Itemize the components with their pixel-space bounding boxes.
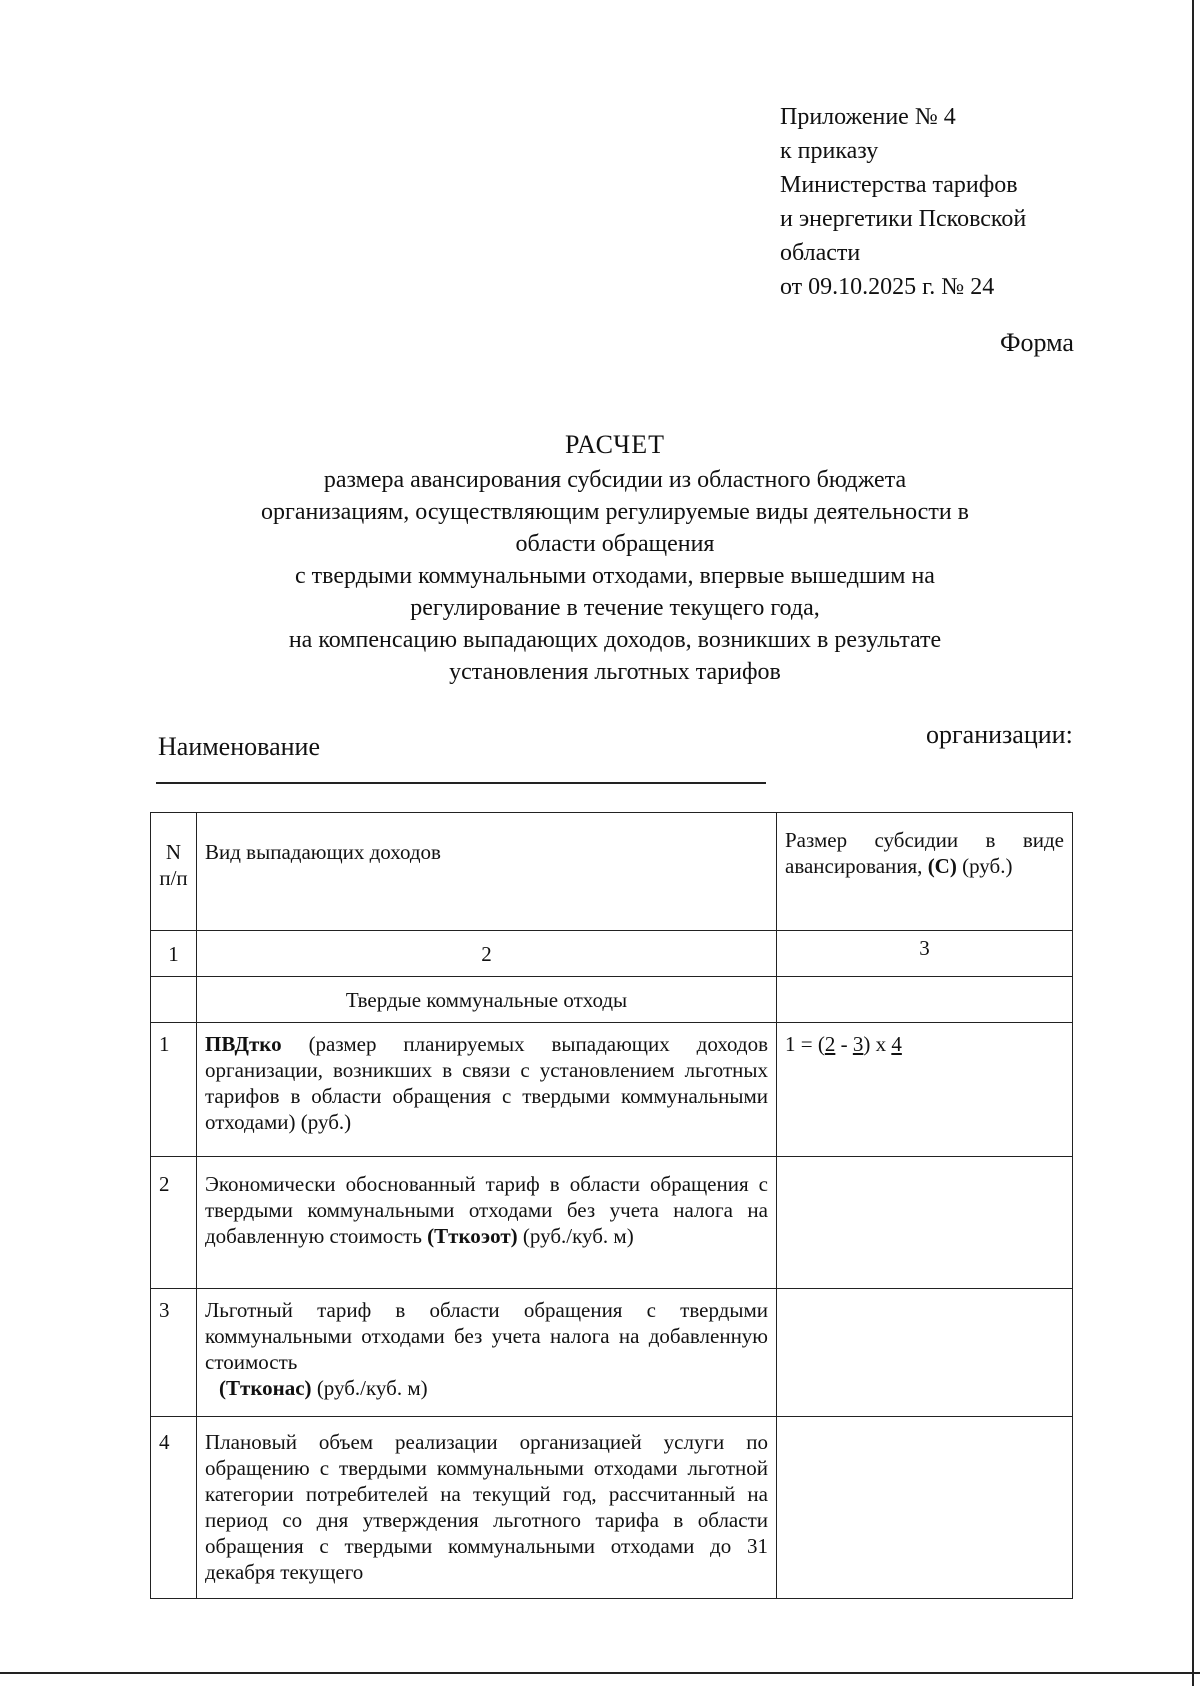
appendix-line: области xyxy=(780,240,861,266)
formula-part: ) x xyxy=(863,1032,892,1056)
formula-part: 1 = ( xyxy=(785,1032,825,1056)
header-subsidy-text: Размер субсидии в виде авансирования, xyxy=(785,828,1064,878)
row-number: 4 xyxy=(151,1417,197,1599)
title-line: с твердыми коммунальными отходами, впервые вышедшим на xyxy=(295,563,935,589)
row-symbol-line xyxy=(205,1375,768,1401)
org-name-label: Наименование xyxy=(158,732,320,761)
form-label: Форма xyxy=(1000,328,1074,357)
title-line: организациям, осуществляющим регулируемые виды деятельности в xyxy=(261,499,969,525)
header-cell-subsidy-size xyxy=(777,813,1073,931)
column-number: 1 xyxy=(151,931,197,977)
title-line: размера авансирования субсидии из областного бюджета xyxy=(323,467,907,493)
column-number: 2 xyxy=(197,931,777,977)
formula-part: - xyxy=(835,1032,853,1056)
document-title xyxy=(150,426,1080,688)
formula-ref: 4 xyxy=(891,1032,902,1056)
column-number: 3 xyxy=(777,931,1073,977)
row-value-cell[interactable] xyxy=(777,1289,1073,1417)
row-number: 2 xyxy=(151,1157,197,1289)
table-row xyxy=(151,1157,1073,1289)
row-description xyxy=(197,1289,777,1417)
row-value-cell[interactable] xyxy=(777,1417,1073,1599)
header-cell-income-type: Вид выпадающих доходов xyxy=(197,813,777,931)
row-number: 3 xyxy=(151,1289,197,1417)
table-header-row xyxy=(151,813,1073,931)
page-edge-bottom xyxy=(0,1672,1200,1674)
appendix-block xyxy=(780,100,1026,304)
section-row xyxy=(151,977,1073,1023)
row-number: 1 xyxy=(151,1023,197,1157)
formula-ref: 2 xyxy=(824,1032,836,1056)
org-name-label-suffix: организации: xyxy=(926,720,1073,749)
header-cell-number: N п/п xyxy=(151,813,197,931)
appendix-line: Приложение № 4 xyxy=(780,104,956,130)
column-numbers-row xyxy=(151,931,1073,977)
org-name-fill-line[interactable] xyxy=(156,782,766,784)
row-text: Льготный тариф в области обращения с твердыми коммунальными отходами без учета налога на добавленную стоимость xyxy=(205,1298,768,1374)
row-symbol: (Тткоэот) xyxy=(427,1224,518,1248)
appendix-line: Министерства тарифов xyxy=(780,172,1018,198)
row-description: Плановый объем реализации организацией услуги по обращению с твердыми коммунальными отходами льготной категории потребителей на текущий год, рассчитанный на период со дня утверждения льготного тарифа в области обращения с твердыми коммунальными отходами до 31 декабря текущего xyxy=(197,1417,777,1599)
page-edge-right xyxy=(1192,0,1194,1686)
row-unit: (руб./куб. м) xyxy=(311,1376,428,1400)
appendix-line: к приказу xyxy=(780,138,879,164)
appendix-line: от 09.10.2025 г. № 24 xyxy=(780,274,995,300)
header-subsidy-unit: (руб.) xyxy=(956,854,1013,878)
row-symbol: (Ттконас) xyxy=(219,1376,312,1400)
table-row xyxy=(151,1289,1073,1417)
header-subsidy-symbol: (С) xyxy=(927,854,957,878)
row-description xyxy=(197,1023,777,1157)
row-value-cell[interactable] xyxy=(777,1157,1073,1289)
calculation-table xyxy=(150,812,1073,1599)
section-title: Твердые коммунальные отходы xyxy=(197,977,777,1023)
appendix-line: и энергетики Псковской xyxy=(780,206,1027,232)
title-line: области обращения xyxy=(515,531,715,557)
row-formula xyxy=(777,1023,1073,1157)
section-empty-cell[interactable] xyxy=(777,977,1073,1023)
row-text: (размер планируемых выпадающих доходов организации, возникших в связи с установлением льготных тарифов в области обращения с твердыми коммунальными отходами) (руб.) xyxy=(205,1032,768,1134)
title-line: на компенсацию выпадающих доходов, возникших в результате xyxy=(288,627,942,653)
title-line: регулирование в течение текущего года, xyxy=(410,595,820,621)
section-empty-cell xyxy=(151,977,197,1023)
title-line: установления льготных тарифов xyxy=(449,659,781,685)
table-row xyxy=(151,1417,1073,1599)
table-row xyxy=(151,1023,1073,1157)
row-unit: (руб./куб. м) xyxy=(517,1224,634,1248)
row-symbol: ПВДтко xyxy=(205,1032,282,1056)
formula-ref: 3 xyxy=(852,1032,864,1056)
row-description xyxy=(197,1157,777,1289)
title-main: РАСЧЕТ xyxy=(565,430,665,459)
row-text: Экономически обоснованный тариф в области обращения с твердыми коммунальными отходами без учета налога на добавленную стоимость xyxy=(205,1172,768,1248)
